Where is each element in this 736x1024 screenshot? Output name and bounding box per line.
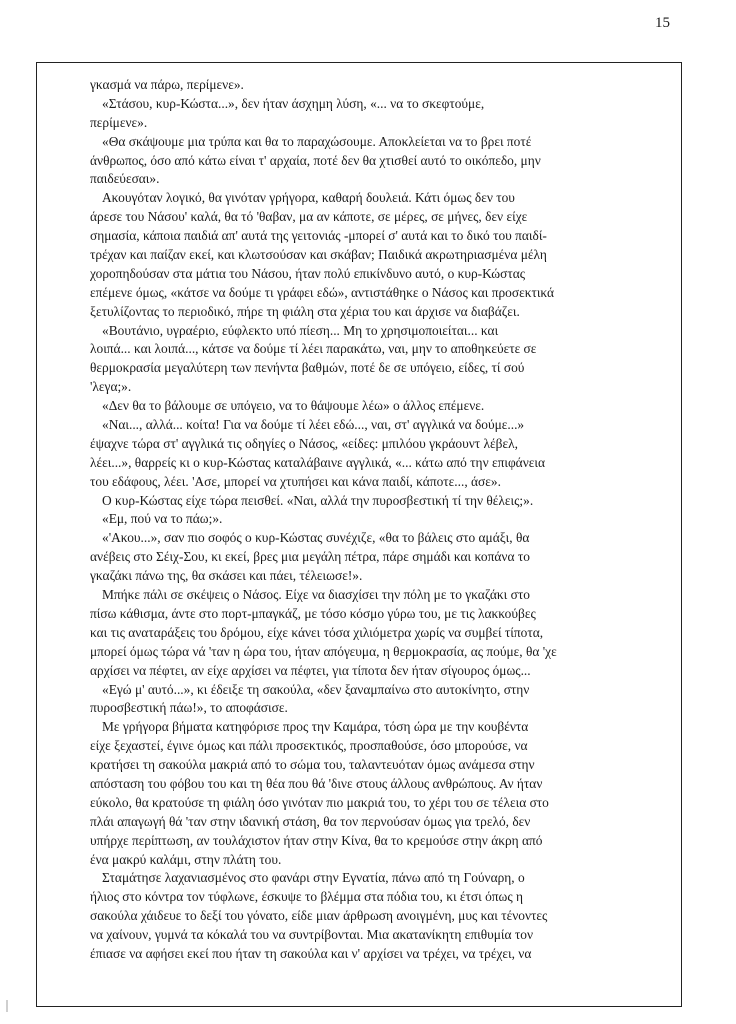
text-line: παιδεύεσαι». — [90, 171, 160, 187]
text-line: χοροπηδούσαν στα μάτια του Νάσου, ήταν πολύ επικίνδυνο αυτό, ο κυρ-Κώστας — [90, 265, 526, 281]
text-line: Ακουγόταν λογικό, θα γινόταν γρήγορα, καθαρή δουλειά. Κάτι όμως δεν του — [102, 190, 515, 206]
text-line: άρεσε του Νάσου' καλά, θα τό 'θαβαν, μα αν κάποτε, σε μέρες, σε μήνες, δεν είχε — [90, 209, 528, 225]
text-line: Σταμάτησε λαχανιασμένος στο φανάρι στην Εγνατία, πάνω από τη Γούναρη, ο — [102, 870, 525, 886]
text-line: έψαχνε τώρα στ' αγγλικά τις οδηγίες ο Νάσος, «είδες: μπιλόου γκράουντ λέβελ, — [90, 435, 518, 451]
text-line: έπιασε να αφήσει εκεί που ήταν τη σακούλα και ν' αρχίσει να τρέχει, να τρέχει, να — [90, 945, 532, 961]
text-line: απόσταση του φόβου του και τη θέα που θά 'δινε στους άλλους ανθρώπους. Αν ήταν — [90, 775, 543, 791]
body-text — [90, 76, 639, 964]
text-line: ξετυλίζοντας το περιοδικό, πήρε τη φιάλη στα χέρια του και άρχισε να διαβάζει. — [90, 303, 520, 319]
text-line: «Θα σκάψουμε μια τρύπα και θα το παραχώσουμε. Αποκλείεται να το βρει ποτέ — [102, 133, 532, 149]
text-line: «Ναι..., αλλά... κοίτα! Για να δούμε τί λέει εδώ..., ναι, στ' αγγλικά να δούμε...» — [102, 417, 525, 433]
text-line: γκασμά να πάρω, περίμενε». — [90, 77, 244, 92]
text-line: «Δεν θα το βάλουμε σε υπόγειο, να το θάψουμε λέω» ο άλλος επέμενε. — [102, 398, 485, 414]
text-line: ανέβεις στο Σέιχ-Σου, κι εκεί, βρες μια μεγάλη πέτρα, πάρε σημάδι και κοπάνα το — [90, 549, 530, 565]
binding-mark — [6, 1000, 8, 1012]
page-number: 15 — [655, 15, 670, 31]
text-line: «Στάσου, κυρ-Κώστα...», δεν ήταν άσχημη λύση, «... να το σκεφτούμε, — [102, 95, 485, 111]
text-line: «'Ακου...», σαν πιο σοφός ο κυρ-Κώστας συνέχιζε, «θα το βάλεις στο αμάξι, θα — [102, 530, 530, 546]
text-line: λοιπά... και λοιπά..., κάτσε να δούμε τί λέει παρακάτω, ναι, μην το αποθηκεύετε σε — [90, 341, 537, 357]
text-line: περίμενε». — [90, 114, 148, 130]
text-line: να χαίνουν, γυμνά τα κόκαλά του να συντρίβονται. Μια ακατανίκητη επιθυμία τον — [90, 927, 534, 943]
text-line: 'λεγα;». — [90, 379, 132, 395]
text-line: μπορεί όμως τώρα νά 'ταν η ώρα του, ήταν απόγευμα, η θερμοκρασία, ας πούμε, θα 'χε — [90, 643, 557, 659]
text-line: λέει...», θαρρείς κι ο κυρ-Κώστας καταλάβαινε αγγλικά, «... κάτω από την επιφάνεια — [90, 454, 545, 470]
text-line: και τις αναταράξεις του δρόμου, είχε κάνει τόσα χιλιόμετρα χωρίς να συμβεί τίποτα, — [90, 624, 544, 640]
text-line: αρχίσει να πέφτει, αν είχε αρχίσει να πέφτει, για τίποτα δεν ήταν σίγουρος όμως... — [90, 662, 531, 678]
text-line: υπήρχε περίπτωση, αν τουλάχιστον ήταν στην Κίνα, θα το κρεμούσε στην άκρη από — [90, 832, 543, 848]
text-line: ήλιος στο κόντρα τον τύφλωνε, έσκυψε το βλέμμα στα πόδια του, κι έτσι όπως η — [90, 889, 523, 905]
text-line: πίσω κάθισμα, άντε στο πορτ-μπαγκάζ, με τόσο κόσμο γύρω του, με τις λακκούβες — [90, 605, 536, 621]
text-line: επέμενε όμως, «κάτσε να δούμε τι γράφει εδώ», αντιστάθηκε ο Νάσος και προσεκτικά — [90, 284, 555, 300]
text-line: είχε ξεχαστεί, έγινε όμως και πάλι προσεκτικός, προσπαθούσε, όσο μπορούσε, να — [90, 738, 528, 754]
text-line: Με γρήγορα βήματα κατηφόρισε προς την Καμάρα, τόση ώρα με την κουβέντα — [102, 719, 529, 735]
text-line: Μπήκε πάλι σε σκέψεις ο Νάσος. Είχε να διασχίσει την πόλη με το γκαζάκι στο — [102, 587, 530, 603]
text-line: «Βουτάνιο, υγραέριο, εύφλεκτο υπό πίεση... Μη το χρησιμοποιείται... και — [102, 322, 499, 338]
text-line: Ο κυρ-Κώστας είχε τώρα πεισθεί. «Ναι, αλλά την πυροσβεστική τί την θέλεις;». — [102, 492, 534, 508]
text-line: σημασία, κάποια παιδιά απ' αυτά της γειτονιάς -μπορεί σ' αυτά και το δικό του παιδί- — [90, 228, 547, 244]
text-line: του εδάφους, λέει. 'Ασε, μπορεί να χτυπήσει και κάνα παιδί, κάποτε..., άσε». — [90, 473, 501, 489]
text-line: τρέχαν και παίζαν εκεί, και κλωτσούσαν και σκάβαν; Παιδικά ακρωτηριασμένα μέλη — [90, 247, 547, 263]
text-line: άνθρωπος, όσο από κάτω είναι τ' αρχαία, ποτέ δεν θα χτισθεί αυτό το οικόπεδο, μην — [90, 152, 541, 168]
text-line: εύκολο, θα κρατούσε τη φιάλη όσο γινόταν πιο μακριά του, το χέρι του σε τέλεια στο — [90, 794, 549, 810]
text-line: πλάι απαγωγή θά 'ταν στην ιδανική στάση, θα τον περνούσαν όμως για τρελό, δεν — [90, 813, 531, 829]
text-line: κρατήσει τη σακούλα μακριά από το σώμα του, ταλαντευόταν όμως ανάμεσα στην — [90, 757, 535, 773]
text-line: «Εμ, πού να το πάω;». — [102, 511, 223, 527]
text-line: σακούλα χάιδευε το δεξί του γόνατο, είδε μιαν άρθρωση ανοιγμένη, μυς και τένοντες — [90, 908, 548, 924]
text-line: «Εγώ μ' αυτό...», κι έδειξε τη σακούλα, «δεν ξαναμπαίνω στο αυτοκίνητο, στην — [102, 681, 530, 697]
text-line: γκαζάκι πάνω της, θα σκάσει και πάει, τέλειωσε!». — [90, 568, 363, 584]
text-line: ένα μακρύ καλάμι, στην πλάτη του. — [90, 851, 282, 867]
text-line: πυροσβεστική πάω!», το αποφάσισε. — [90, 700, 288, 716]
text-line: θερμοκρασία μεγαλύτερη των πενήντα βαθμών, ποτέ δε σε υπόγειο, είδες, τί σού — [90, 360, 525, 376]
